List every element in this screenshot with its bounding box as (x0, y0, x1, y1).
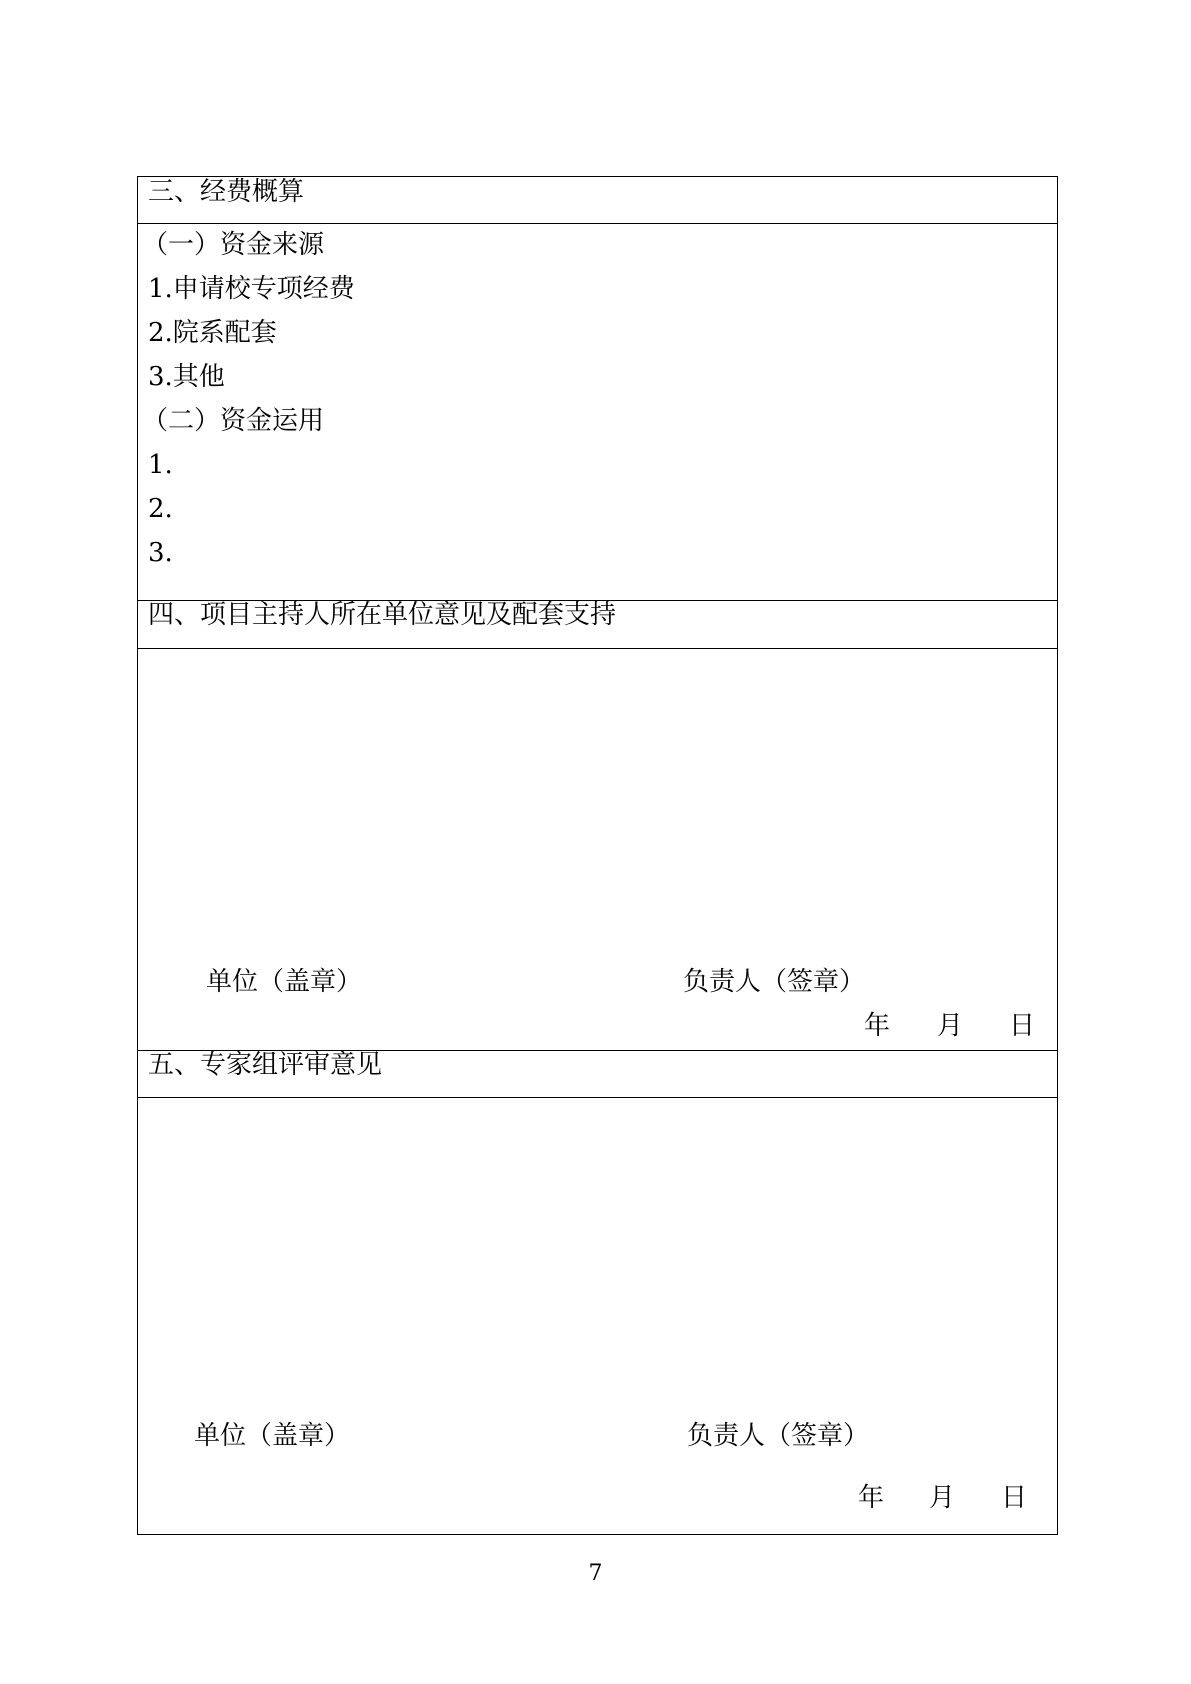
section4-header-divider (138, 648, 1057, 649)
unit-seal-label: 单位（盖章） (206, 967, 363, 997)
section5-title: 五、专家组评审意见 (148, 1050, 383, 1080)
day-label: 日 (1009, 1011, 1036, 1041)
leader-sign-label: 负责人（签章） (683, 967, 866, 997)
month-label: 月 (929, 1483, 956, 1513)
funding-use-item: 1. (148, 450, 173, 480)
funding-source-heading: （一）资金来源 (142, 230, 325, 260)
day-label: 日 (1001, 1483, 1028, 1513)
funding-use-heading: （二）资金运用 (142, 406, 325, 436)
funding-use-item: 3. (148, 538, 173, 568)
unit-seal-label: 单位（盖章） (194, 1421, 351, 1451)
month-label: 月 (937, 1011, 964, 1041)
page-number: 7 (588, 1561, 603, 1586)
leader-sign-label: 负责人（签章） (687, 1421, 870, 1451)
section4-title: 四、项目主持人所在单位意见及配套支持 (148, 600, 617, 630)
funding-use-item: 2. (148, 494, 173, 524)
funding-source-item: 1.申请校专项经费 (148, 274, 355, 304)
section3-title: 三、经费概算 (148, 177, 305, 207)
funding-source-item: 3.其他 (148, 362, 225, 392)
section3-header-divider (138, 223, 1057, 224)
year-label: 年 (858, 1483, 885, 1513)
funding-source-item: 2.院系配套 (148, 318, 277, 348)
section5-header-divider (138, 1097, 1057, 1098)
year-label: 年 (864, 1011, 891, 1041)
budget-form-table (137, 176, 1058, 1535)
